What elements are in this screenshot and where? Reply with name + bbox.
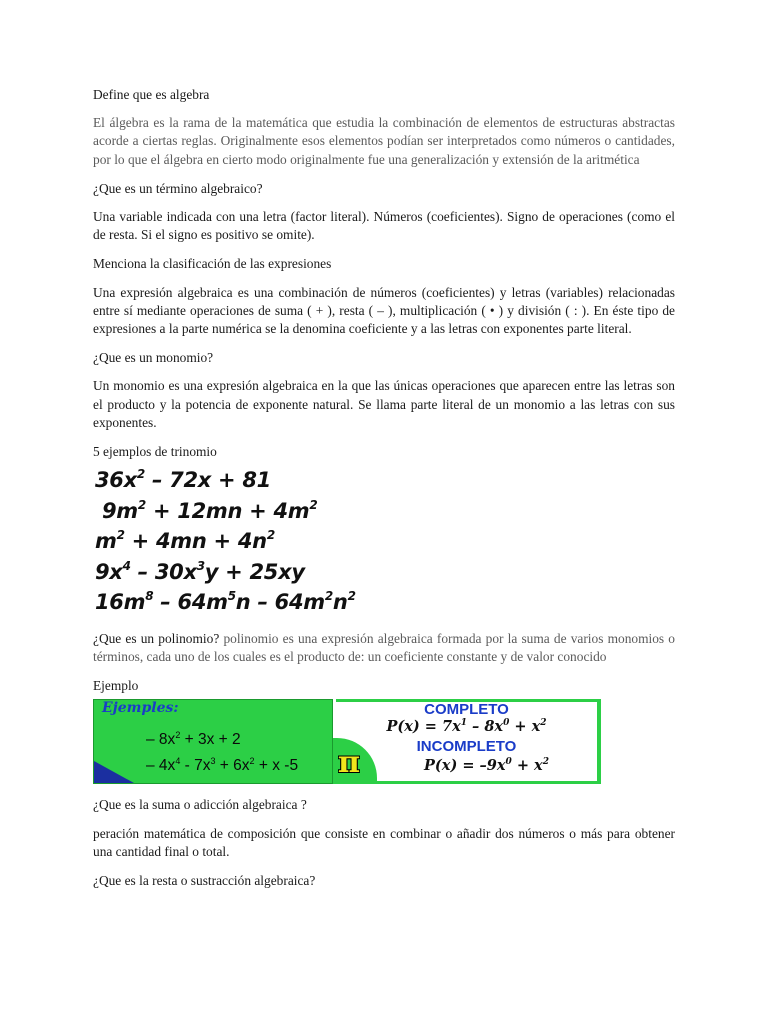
question-termino-algebraico: ¿Que es un término algebraico? xyxy=(93,180,263,196)
trinomio-examples-image xyxy=(95,465,675,618)
example-heading: Ejemplo xyxy=(93,678,139,694)
answer-monomio: Un monomio es una expresión algebraica en la que las únicas operaciones que aparecen entre las letras son el producto y la potencia de exponente natural. Se llama parte literal de un monomio a las letras con sus exponentes. xyxy=(93,378,675,430)
question-polinomio: ¿Que es un polinomio? xyxy=(93,630,220,646)
question-clasificacion: Menciona la clasificación de las expresiones xyxy=(93,256,332,272)
polinomio-example-image xyxy=(93,699,601,784)
trinomio-example: $36x^2 - 72x + 81$ xyxy=(95,467,271,493)
trinomio-example: $m^2 + 4mn + 4n^2$ xyxy=(95,528,275,554)
question-define-algebra: Define que es algebra xyxy=(93,87,210,102)
document-page xyxy=(93,86,675,900)
pi-icon: π xyxy=(338,745,360,781)
trinomio-example: $9x^4 - 30x^3y + 25xy$ xyxy=(95,558,305,584)
question-resta-algebraica: ¿Que es la resta o sustracción algebraica? xyxy=(93,872,316,888)
answer-suma-algebraica: peración matemática de composición que consiste en combinar o añadir dos números o más para obtener una cantidad final o total. xyxy=(93,825,675,859)
decorative-corner xyxy=(94,761,134,783)
examples-panel xyxy=(93,699,333,784)
answer-clasificacion: Una expresión algebraica es una combinación de números (coeficientes) y letras (variables) relacionadas entre sí mediante operaciones de suma ( + ), resta ( – ), multiplicación ( • ) y división ( : ). En éste tipo de expresiones a la parte numérica se la denomina coeficiente y a las letras con exponentes parte literal. xyxy=(93,284,675,337)
example-polynomial: – $4x^4 - 7x^3 + 6x^2 + x$ -5 xyxy=(146,756,299,775)
answer-termino-algebraico: Una variable indicada con una letra (factor literal). Números (coeficientes). Signo de operaciones (como el de resta. Si el signo es positivo se omite). xyxy=(93,209,675,243)
completo-formula: $P(x) = 7x^1 - 8x^0 + x^2$ xyxy=(386,718,547,736)
trinomio-example: $9m^2 + 12mn + 4m^2$ xyxy=(102,497,318,523)
incompleto-label: INCOMPLETO xyxy=(416,738,517,756)
incompleto-formula: $P(x) = -9x^0 + x^2$ xyxy=(424,757,549,775)
example-polynomial: – $8x^2 + 3x + 2$ xyxy=(146,730,241,749)
answer-define-algebra: El álgebra es la rama de la matemática que estudia la combinación de elementos de estructuras abstractas acorde a ciertas reglas. Originalmente esos elementos podían ser interpretados como números o cantidades, por lo que el álgebra en cierto modo originalmente fue una generalización y extensión de la aritmética xyxy=(93,115,675,167)
question-suma-algebraica: ¿Que es la suma o adicción algebraica ? xyxy=(93,797,307,813)
question-monomio: ¿Que es un monomio? xyxy=(93,350,214,366)
completo-incompleto-panel xyxy=(336,699,601,784)
polinomio-paragraph xyxy=(93,630,675,666)
answer-polinomio: polinomio es una expresión algebraica formada por la suma de varios monomios o términos, cada uno de los cuales es el producto de: un coeficiente constante y de valor conocido xyxy=(93,630,675,664)
examples-label: Ejemples: xyxy=(102,700,179,717)
question-trinomio-examples: 5 ejemplos de trinomio xyxy=(93,444,217,460)
completo-label: COMPLETO xyxy=(424,701,509,719)
trinomio-example: $16m^8 - 64m^5n - 64m^2n^2$ xyxy=(95,589,356,615)
